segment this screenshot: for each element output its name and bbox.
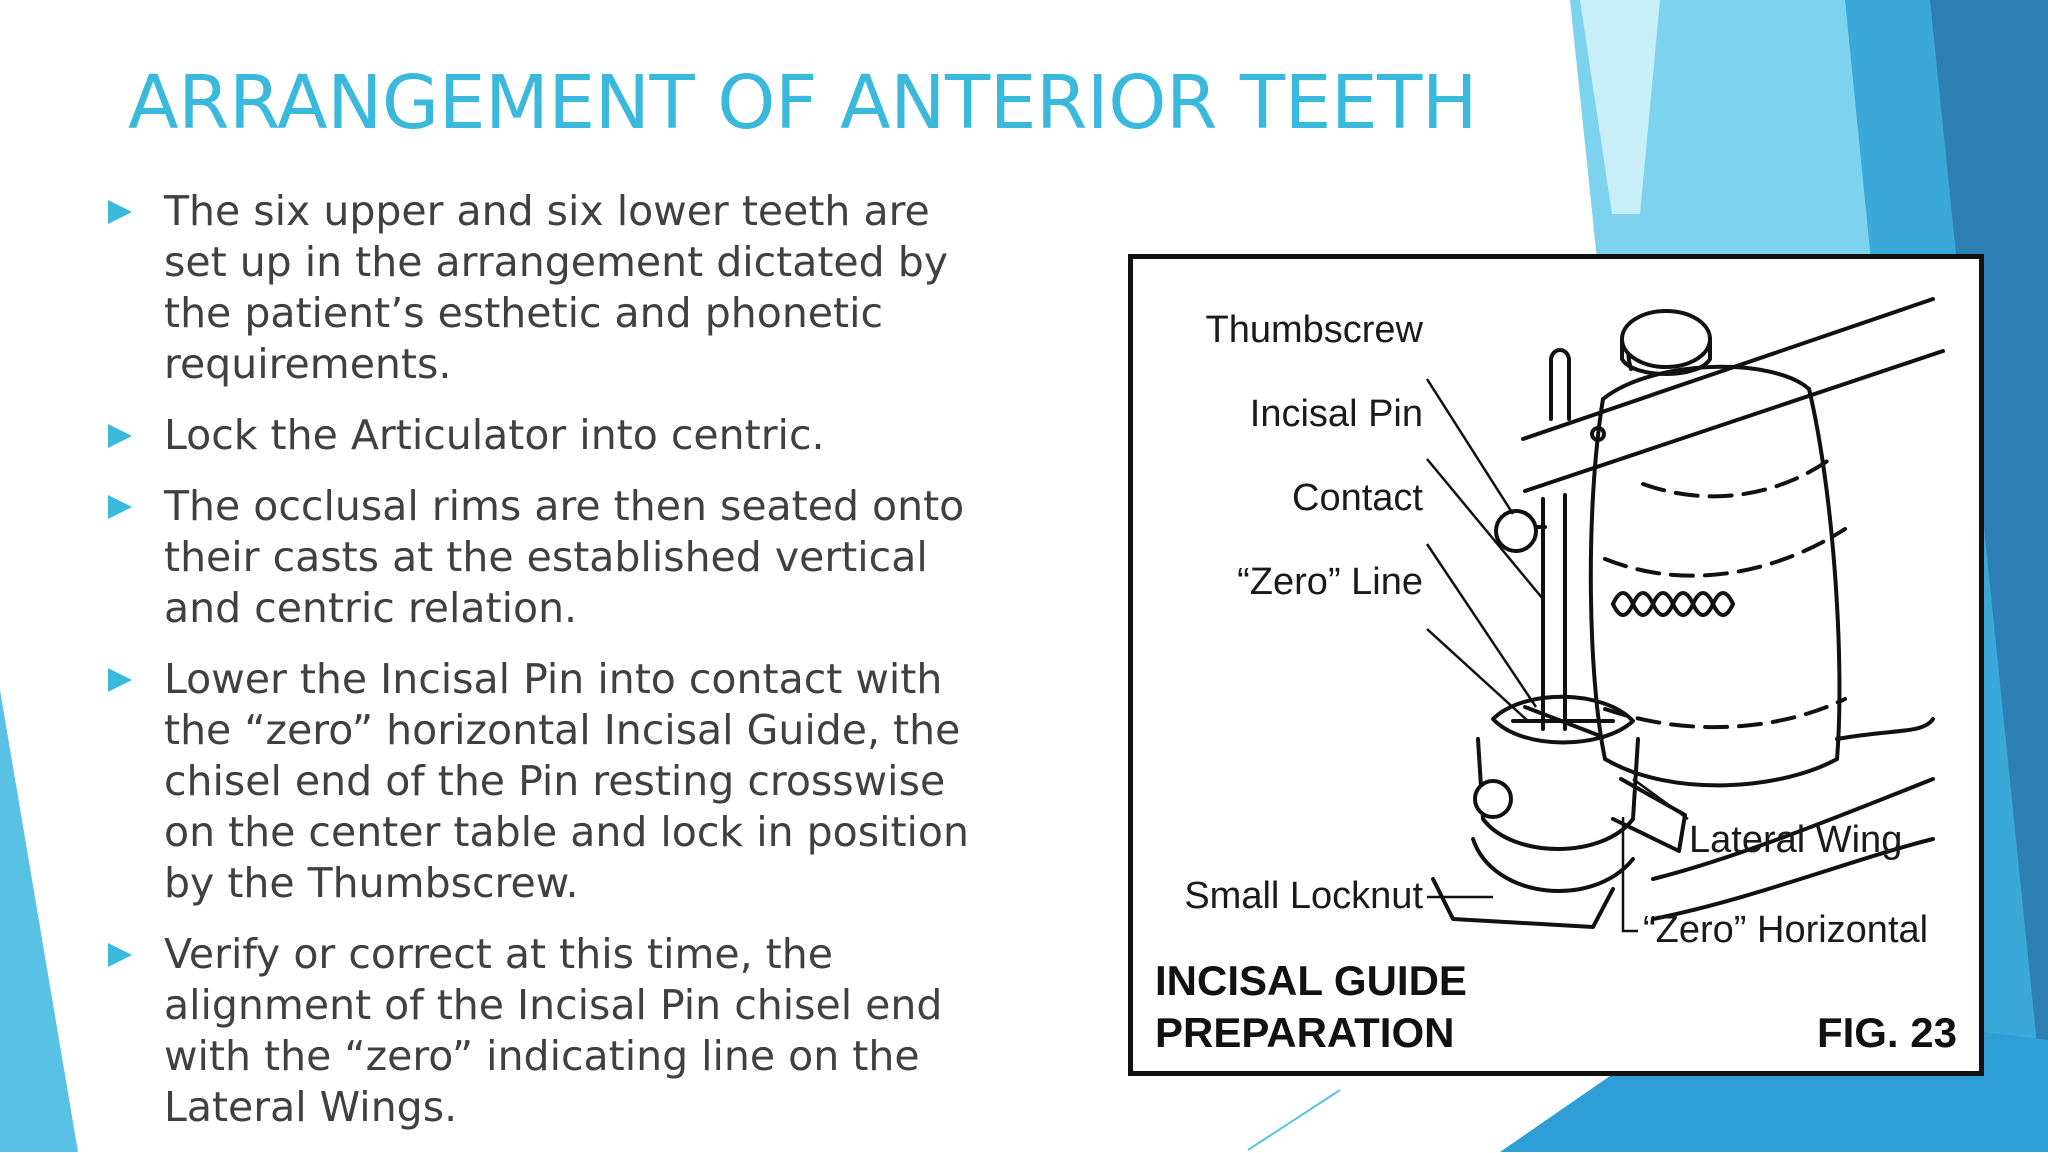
- bullet-item: [104, 481, 1004, 634]
- thumbscrew-knob: [1496, 511, 1536, 551]
- leader-contact: [1427, 544, 1536, 707]
- incisal-guide-figure: [1128, 254, 1984, 1076]
- triangle-bullet-icon: [108, 200, 132, 224]
- deco-shape-bottom-left: [0, 690, 78, 1152]
- slide-title: ARRANGEMENT OF ANTERIOR TEETH: [128, 60, 1477, 146]
- leader-zero-horizontal: [1623, 817, 1638, 931]
- guide-base: [1473, 839, 1633, 891]
- label-zero-horizontal: “Zero” Horizontal: [1643, 909, 1929, 951]
- label-zero-line: “Zero” Line: [1237, 561, 1423, 603]
- bullet-text: Lock the Articulator into centric.: [164, 411, 825, 459]
- bullet-item: [104, 410, 1004, 461]
- bullet-item: [104, 929, 1004, 1133]
- bullet-text: The six upper and six lower teeth are set up in the arrangement dictated by the patient’s esthetic and phonetic requirements.: [164, 187, 949, 388]
- label-thumbscrew: Thumbscrew: [1205, 309, 1423, 351]
- label-small-locknut: Small Locknut: [1184, 875, 1423, 917]
- leader-thumbscrew: [1427, 379, 1513, 514]
- figure-number: FIG. 23: [1816, 1009, 1957, 1056]
- triangle-bullet-icon: [108, 943, 132, 967]
- caption-line-1: INCISAL GUIDE: [1155, 957, 1467, 1004]
- label-lateral-wing: Lateral Wing: [1689, 819, 1903, 861]
- label-incisal-pin: Incisal Pin: [1249, 393, 1423, 435]
- cast-outline-right: [1809, 389, 1839, 759]
- cast-dashed-line-1: [1643, 457, 1833, 496]
- articulator-arm-bottom: [1525, 351, 1943, 491]
- bullet-text: The occlusal rims are then seated onto their casts at the established vertical and centric relation.: [164, 482, 965, 632]
- bullet-item: [104, 654, 1004, 909]
- cast-top-rim: [1603, 367, 1809, 399]
- teeth-row-lower: [1613, 604, 1733, 615]
- triangle-bullet-icon: [108, 495, 132, 519]
- caption-line-2: PREPARATION: [1155, 1009, 1455, 1056]
- cast-bottom-rim: [1605, 759, 1837, 785]
- bullet-item: [104, 186, 1004, 390]
- articulator-arm-top: [1523, 299, 1933, 439]
- triangle-bullet-icon: [108, 668, 132, 692]
- leader-zero-line: [1427, 629, 1528, 721]
- top-knob: [1622, 311, 1710, 367]
- label-contact: Contact: [1292, 477, 1423, 519]
- bullet-list: [104, 186, 1004, 1153]
- locknut: [1475, 781, 1511, 817]
- base-arm-upper: [1837, 719, 1933, 739]
- cast-dashed-line-2: [1605, 529, 1845, 576]
- triangle-bullet-icon: [108, 424, 132, 448]
- bullet-text: Verify or correct at this time, the alignment of the Incisal Pin chisel end with the “zero” indicating line on the Lateral Wings.: [164, 930, 943, 1131]
- cast-dashed-line-3: [1605, 699, 1845, 727]
- pin-tip: [1551, 350, 1569, 419]
- figure-caption: [1155, 955, 1467, 1059]
- deco-line-bottom: [1248, 1090, 1340, 1150]
- bullet-text: Lower the Incisal Pin into contact with the “zero” horizontal Incisal Guide, the chisel end of the Pin resting crosswise on the center table and lock in position by the Thumbscrew.: [164, 655, 970, 907]
